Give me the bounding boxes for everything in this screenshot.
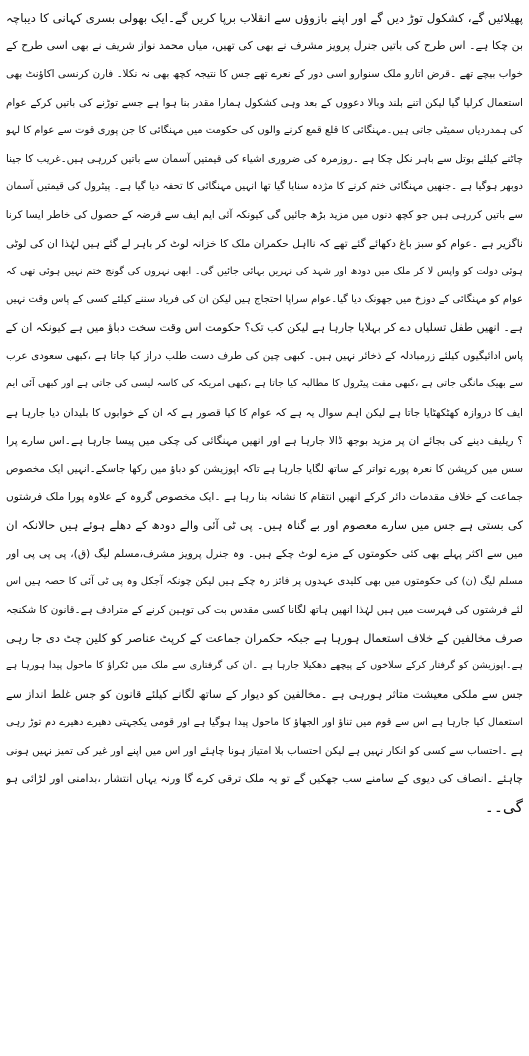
article-line-28: چاہئے ۔انصاف کی دیوی کے سامنے سب جھکیں گے تو یہ ملک ترقی کرے گا ورنہ یہاں انتشار ،بدامنی اور لڑائی ہو: [6, 772, 523, 786]
article-line-15: ایف کا دروازہ کھٹکھٹایا جاتا ہے لیکن اہم سوال یہ ہے کہ عوام کا کیا قصور ہے کہ ان کے خوابوں کا بلیدان دیا جارہا ہے: [6, 406, 523, 419]
article-line-21: مسلم لیگ (ن) کی حکومتوں میں بھی کلیدی عہدوں پر فائز رہ چکے ہیں لیکن چونکہ آجکل وہ پی ٹی آئی کا حصہ ہیں اس: [6, 575, 523, 587]
article-line-1: پھیلائیں گے، کشکول توڑ دیں گے اور اپنے بازوؤں سے انقلاب برپا کریں گے۔ایک بھولی بسری کہانی کا دیباچہ: [6, 11, 523, 25]
article-line-29: گی۔۔: [484, 798, 523, 817]
article-line-25: جس سے ملکی معیشت متاثر ہورہی ہے ۔مخالفین کو دیوار کے ساتھ لگانے کیلئے قانون کو جس غلط انداز سے: [6, 687, 523, 701]
article-line-2: بن چکا ہے۔ اس طرح کی باتیں جنرل پرویز مشرف نے بھی کی تھیں، میاں محمد نواز شریف نے بھی اسی طرح کے: [6, 39, 523, 53]
article-line-13: پاس ادائیگیوں کیلئے زرمبادلہ کے ذخائر نہیں ہیں۔ کبھی چین کی طرف دست طلب دراز کیا جاتا ہے ،کبھی سعودی عرب: [6, 350, 523, 363]
article-line-22: لئے فرشتوں کی فہرست میں ہیں لہٰذا انھیں ہاتھ لگانا کسی مقدس بت کی توہین کرنے کے مترادف ہے۔قانون کا شکنجہ: [6, 603, 523, 616]
article-line-8: سے باتیں کررہی ہیں جو کچھ دنوں میں مزید بڑھ جائیں گی کیونکہ آئی ایم ایف سے قرضہ کے حصول کی خاطر ایسا کرنا: [6, 209, 523, 222]
article-line-27: ہے ۔احتساب سے کسی کو انکار نہیں ہے لیکن احتساب بلا امتیاز ہونا چاہئے اور اس میں اپنے اور غیر کی تمیز نہیں ہونی: [6, 744, 523, 757]
article-line-4: استعمال کرلیا گیا لیکن اتنے بلند وبالا دعووں کے بعد وہی کشکول ہمارا مقدر بنا ہوا ہے جسے توڑنے کی باتیں کرکے عوام: [6, 96, 523, 109]
article-line-10: ہوئی دولت کو واپس لا کر ملک میں دودھ اور شہد کی نہریں بہائی جائیں گی۔ ابھی نہروں کی گونج ختم نہیں ہوئی تھی کہ: [6, 265, 523, 277]
article-line-17: سس میں کرپشن کا نعرہ پورے تواتر کے ساتھ لگایا جارہا ہے تاکہ اپوزیشن کو دباؤ میں رکھا جاسکے۔انہیں ایک مخصوص: [6, 463, 523, 475]
article-line-16: ؟ ریلیف دینے کی بجائے ان پر مزید بوجھ ڈالا جارہا ہے اور انھیں مہنگائی کی چکی میں پیسا جارہا ہے۔اس سارے پرا: [6, 434, 523, 447]
article-line-18: جماعت کے خلاف مقدمات دائر کرکے انھیں انتقام کا نشانہ بنا رہا ہے ۔ایک مخصوص گروہ کے علاوہ پورا ملک فرشتوں: [6, 491, 523, 504]
article-line-20: میں سے اکثر پہلے بھی کئی حکومتوں کے مزے لوٹ چکے ہیں۔ وہ جنرل پرویز مشرف،مسلم لیگ (ق)، پی پی پی اور: [6, 547, 523, 560]
article-line-6: چاٹنے کیلئے بوتل سے باہر نکل چکا ہے ۔روزمرہ کی ضروری اشیاء کی قیمتیں آسمان سے باتیں کررہی ہیں۔غریب کا جینا: [6, 152, 523, 165]
article-line-24: ہے۔اپوزیشن کو گرفتار کرکے سلاخوں کے پیچھے دھکیلا جارہا ہے ۔ان کی گرفتاری سے ملک میں ٹکراؤ کا ماحول پیدا ہورہا ہے: [6, 660, 523, 672]
urdu-article: [6, 4, 523, 821]
article-line-14: سے بھیک مانگی جاتی ہے ،کبھی مفت پیٹرول کا مطالبہ کیا جاتا ہے ،کبھی امریکہ کی کاسہ لیسی کی جاتی ہے اور کبھی آئی ایم: [6, 378, 523, 390]
article-line-11: عوام کو مہنگائی کے دوزخ میں جھونک دیا گیا۔عوام سراپا احتجاج ہیں لیکن ان کی فریاد سننے کیلئے کسی کے پاس وقت نہیں: [6, 293, 523, 305]
article-line-7: دوبھر ہوگیا ہے ۔جنھیں مہنگائی ختم کرنے کا مژدہ سنایا گیا تھا انہیں مہنگائی کا تحفہ دیا گیا ہے۔ پیٹرول کی قیمتیں آسمان: [6, 181, 523, 193]
article-line-23: صرف مخالفین کے خلاف استعمال ہورہا ہے جبکہ حکمران جماعت کے کرپٹ عناصر کو کلین چٹ دی جا رہی: [6, 631, 523, 646]
article-line-3: خواب بیچے تھے ۔قرض اتارو ملک سنوارو اسی دور کے نعرے تھے جس کا نتیجہ کچھ بھی نہ نکلا۔ فارن کرنسی اکاؤنٹ بھی: [6, 68, 523, 81]
article-line-19: کی بستی ہے جس میں سارے معصوم اور بے گناہ ہیں۔ پی ٹی آئی والے دودھ کے دھلے ہوئے ہیں حالانکہ ان: [6, 518, 523, 533]
article-line-26: استعمال کیا جارہا ہے اس سے قوم میں تناؤ اور الجھاؤ کا ماحول پیدا ہوگیا ہے اور قومی یکجہتی دھیرے دھیرے دم توڑ رہی: [6, 716, 523, 728]
article-line-9: ناگزیر ہے ۔عوام کو سبز باغ دکھائے گئے تھے کہ نااہل حکمران ملک کا خزانہ لوٹ کر باہر لے گئے ہیں لہٰذا ان کی لوٹی: [6, 237, 523, 250]
article-line-5: کی ہمدردیاں سمیٹی جاتی ہیں۔مہنگائی کا قلع قمع کرنے والوں کی حکومت میں مہنگائی کا جن پوری قوت سے عوام کا لہو: [6, 124, 523, 136]
article-line-12: ہے۔ انھیں طفل تسلیاں دے کر بہلایا جارہا ہے لیکن کب تک؟ حکومت اس وقت سخت دباؤ میں ہے کیونکہ ان کے: [6, 321, 523, 335]
